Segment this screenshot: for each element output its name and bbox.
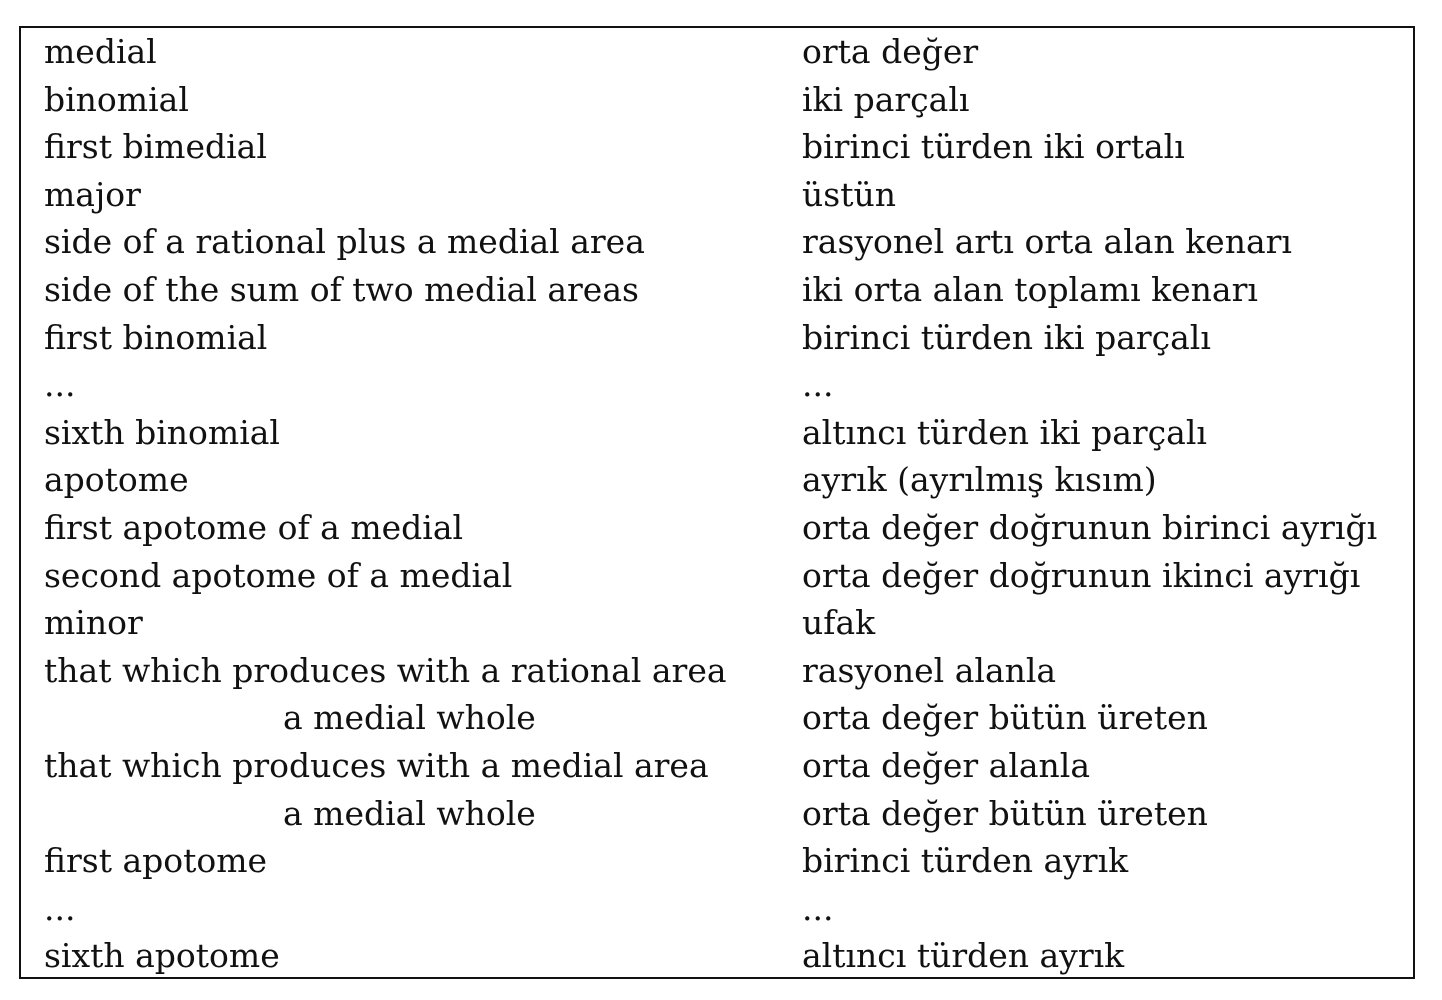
table-row <box>21 694 1413 742</box>
english-term: first apotome of a medial <box>44 508 464 547</box>
table-row <box>21 361 1413 409</box>
turkish-term: iki orta alan toplamı kenarı <box>802 270 1258 309</box>
turkish-term: altıncı türden iki parçalı <box>802 412 1207 452</box>
table-row <box>21 123 1413 171</box>
table-row <box>21 552 1413 600</box>
english-term: sixth binomial <box>44 412 280 452</box>
turkish-term: birinci türden iki ortalı <box>802 127 1185 167</box>
english-term: first bimedial <box>44 127 267 167</box>
english-term: binomial <box>44 79 189 119</box>
turkish-term: orta değer doğrunun birinci ayrığı <box>802 508 1378 547</box>
turkish-term: birinci türden ayrık <box>802 841 1129 881</box>
turkish-term: birinci türden iki parçalı <box>802 317 1211 357</box>
glossary-table <box>19 26 1415 979</box>
table-row <box>21 932 1413 980</box>
turkish-term: ufak <box>802 603 876 643</box>
english-term: first binomial <box>44 317 268 357</box>
table-row <box>21 171 1413 219</box>
table-row <box>21 885 1413 933</box>
table-row <box>21 76 1413 124</box>
table-row <box>21 790 1413 838</box>
english-term: minor <box>44 603 143 643</box>
english-term: side of the sum of two medial areas <box>44 270 639 309</box>
turkish-term: rasyonel artı orta alan kenarı <box>802 222 1292 262</box>
english-term: side of a rational plus a medial area <box>44 222 645 262</box>
turkish-term: orta değer <box>802 32 979 71</box>
english-term: sixth apotome <box>44 936 280 976</box>
turkish-term: rasyonel alanla <box>802 650 1057 690</box>
turkish-term: orta değer bütün üreten <box>802 793 1208 833</box>
table-row <box>21 742 1413 790</box>
english-term: major <box>44 174 141 214</box>
english-term: that which produces with a rational area <box>44 650 727 690</box>
table-row <box>21 599 1413 647</box>
english-term: apotome <box>44 460 189 500</box>
turkish-term: altıncı türden ayrık <box>802 936 1125 976</box>
turkish-term: orta değer doğrunun ikinci ayrığı <box>802 555 1361 595</box>
table-row <box>21 456 1413 504</box>
table-row <box>21 837 1413 885</box>
turkish-term: ... <box>802 888 834 928</box>
table-row <box>21 647 1413 695</box>
english-term: ... <box>44 888 76 928</box>
english-term: medial <box>44 32 157 71</box>
table-row <box>21 504 1413 552</box>
english-term-continuation: a medial whole <box>283 698 536 738</box>
turkish-term: üstün <box>802 174 896 214</box>
table-row <box>21 28 1413 76</box>
turkish-term: iki parçalı <box>802 79 970 119</box>
turkish-term: orta değer bütün üreten <box>802 698 1208 738</box>
english-term: that which produces with a medial area <box>44 746 709 785</box>
table-row <box>21 266 1413 314</box>
english-term: first apotome <box>44 841 268 881</box>
turkish-term: ... <box>802 365 834 405</box>
table-row <box>21 314 1413 362</box>
turkish-term: orta değer alanla <box>802 746 1091 785</box>
table-row <box>21 409 1413 457</box>
english-term-continuation: a medial whole <box>283 793 536 833</box>
english-term: second apotome of a medial <box>44 555 513 595</box>
turkish-term: ayrık (ayrılmış kısım) <box>802 460 1157 500</box>
table-row <box>21 218 1413 266</box>
english-term: ... <box>44 365 76 405</box>
